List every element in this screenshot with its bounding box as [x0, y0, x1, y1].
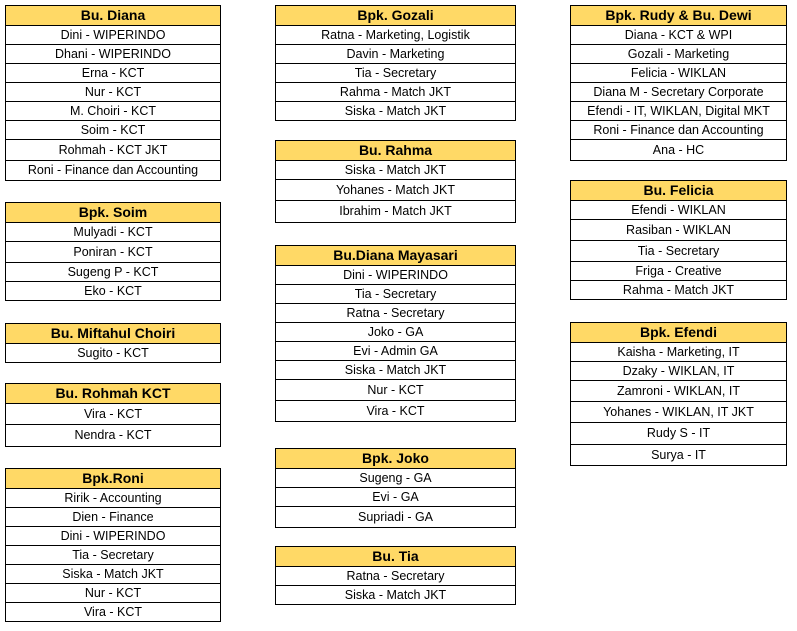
- member-row: Soim - KCT: [5, 121, 221, 140]
- member-row: Roni - Finance dan Accounting: [5, 161, 221, 181]
- member-row: Siska - Match JKT: [275, 161, 516, 180]
- member-row: Tia - Secretary: [5, 546, 221, 565]
- member-row: Gozali - Marketing: [570, 45, 787, 64]
- member-row: Dini - WIPERINDO: [5, 26, 221, 45]
- member-row: Surya - IT: [570, 445, 787, 466]
- group-header: Bpk. Rudy & Bu. Dewi: [570, 5, 787, 26]
- member-row: Siska - Match JKT: [275, 361, 516, 380]
- group-header: Bu. Felicia: [570, 180, 787, 201]
- group-bpk-joko: [275, 448, 516, 528]
- member-row: Davin - Marketing: [275, 45, 516, 64]
- group-bu-rohmah-kct: [5, 383, 221, 447]
- member-row: Poniran - KCT: [5, 242, 221, 263]
- member-row: Supriadi - GA: [275, 507, 516, 528]
- group-header: Bu. Tia: [275, 546, 516, 567]
- member-row: Yohanes - WIKLAN, IT JKT: [570, 402, 787, 423]
- member-row: Sugeng P - KCT: [5, 263, 221, 282]
- member-row: Nur - KCT: [5, 83, 221, 102]
- member-row: Diana - KCT & WPI: [570, 26, 787, 45]
- group-header: Bpk. Gozali: [275, 5, 516, 26]
- member-row: Rohmah - KCT JKT: [5, 140, 221, 161]
- member-row: Ibrahim - Match JKT: [275, 201, 516, 223]
- member-row: Rudy S - IT: [570, 423, 787, 445]
- member-row: Nendra - KCT: [5, 425, 221, 447]
- group-header: Bu. Rohmah KCT: [5, 383, 221, 404]
- member-row: Tia - Secretary: [275, 64, 516, 83]
- member-row: Joko - GA: [275, 323, 516, 342]
- member-row: Vira - KCT: [5, 603, 221, 622]
- member-row: Eko - KCT: [5, 282, 221, 301]
- member-row: Ririk - Accounting: [5, 489, 221, 508]
- group-header: Bu. Rahma: [275, 140, 516, 161]
- group-bu-rahma: [275, 140, 516, 223]
- group-header: Bu. Diana: [5, 5, 221, 26]
- group-header: Bpk. Soim: [5, 202, 221, 223]
- member-row: Felicia - WIKLAN: [570, 64, 787, 83]
- member-row: Ana - HC: [570, 140, 787, 161]
- group-header: Bu.Diana Mayasari: [275, 245, 516, 266]
- member-row: Siska - Match JKT: [275, 102, 516, 121]
- group-bu-felicia: [570, 180, 787, 300]
- member-row: Diana M - Secretary Corporate: [570, 83, 787, 102]
- member-row: Dzaky - WIKLAN, IT: [570, 362, 787, 381]
- member-row: Friga - Creative: [570, 262, 787, 281]
- member-row: Siska - Match JKT: [275, 586, 516, 605]
- member-row: Vira - KCT: [275, 401, 516, 422]
- member-row: Tia - Secretary: [275, 285, 516, 304]
- member-row: Siska - Match JKT: [5, 565, 221, 584]
- member-row: Dini - WIPERINDO: [5, 527, 221, 546]
- member-row: Kaisha - Marketing, IT: [570, 343, 787, 362]
- group-bpk-roni: [5, 468, 221, 622]
- member-row: Rahma - Match JKT: [570, 281, 787, 300]
- group-bu-diana: [5, 5, 221, 181]
- group-bu-miftahul-choiri: [5, 323, 221, 363]
- member-row: Ratna - Marketing, Logistik: [275, 26, 516, 45]
- group-bu-tia: [275, 546, 516, 605]
- member-row: Tia - Secretary: [570, 241, 787, 262]
- group-header: Bpk.Roni: [5, 468, 221, 489]
- member-row: Sugeng - GA: [275, 469, 516, 488]
- member-row: Dini - WIPERINDO: [275, 266, 516, 285]
- member-row: M. Choiri - KCT: [5, 102, 221, 121]
- member-row: Efendi - WIKLAN: [570, 201, 787, 220]
- member-row: Roni - Finance dan Accounting: [570, 121, 787, 140]
- member-row: Nur - KCT: [5, 584, 221, 603]
- group-bu-diana-mayasari: [275, 245, 516, 422]
- member-row: Dien - Finance: [5, 508, 221, 527]
- member-row: Rahma - Match JKT: [275, 83, 516, 102]
- group-header: Bpk. Efendi: [570, 322, 787, 343]
- group-bpk-gozali: [275, 5, 516, 121]
- member-row: Vira - KCT: [5, 404, 221, 425]
- member-row: Mulyadi - KCT: [5, 223, 221, 242]
- member-row: Yohanes - Match JKT: [275, 180, 516, 201]
- group-bpk-efendi: [570, 322, 787, 466]
- member-row: Nur - KCT: [275, 380, 516, 401]
- member-row: Erna - KCT: [5, 64, 221, 83]
- group-bpk-soim: [5, 202, 221, 301]
- member-row: Sugito - KCT: [5, 344, 221, 363]
- group-header: Bpk. Joko: [275, 448, 516, 469]
- member-row: Rasiban - WIKLAN: [570, 220, 787, 241]
- member-row: Ratna - Secretary: [275, 304, 516, 323]
- member-row: Zamroni - WIKLAN, IT: [570, 381, 787, 402]
- member-row: Ratna - Secretary: [275, 567, 516, 586]
- member-row: Dhani - WIPERINDO: [5, 45, 221, 64]
- group-bpk-rudy-bu-dewi: [570, 5, 787, 161]
- member-row: Evi - Admin GA: [275, 342, 516, 361]
- member-row: Evi - GA: [275, 488, 516, 507]
- member-row: Efendi - IT, WIKLAN, Digital MKT: [570, 102, 787, 121]
- group-header: Bu. Miftahul Choiri: [5, 323, 221, 344]
